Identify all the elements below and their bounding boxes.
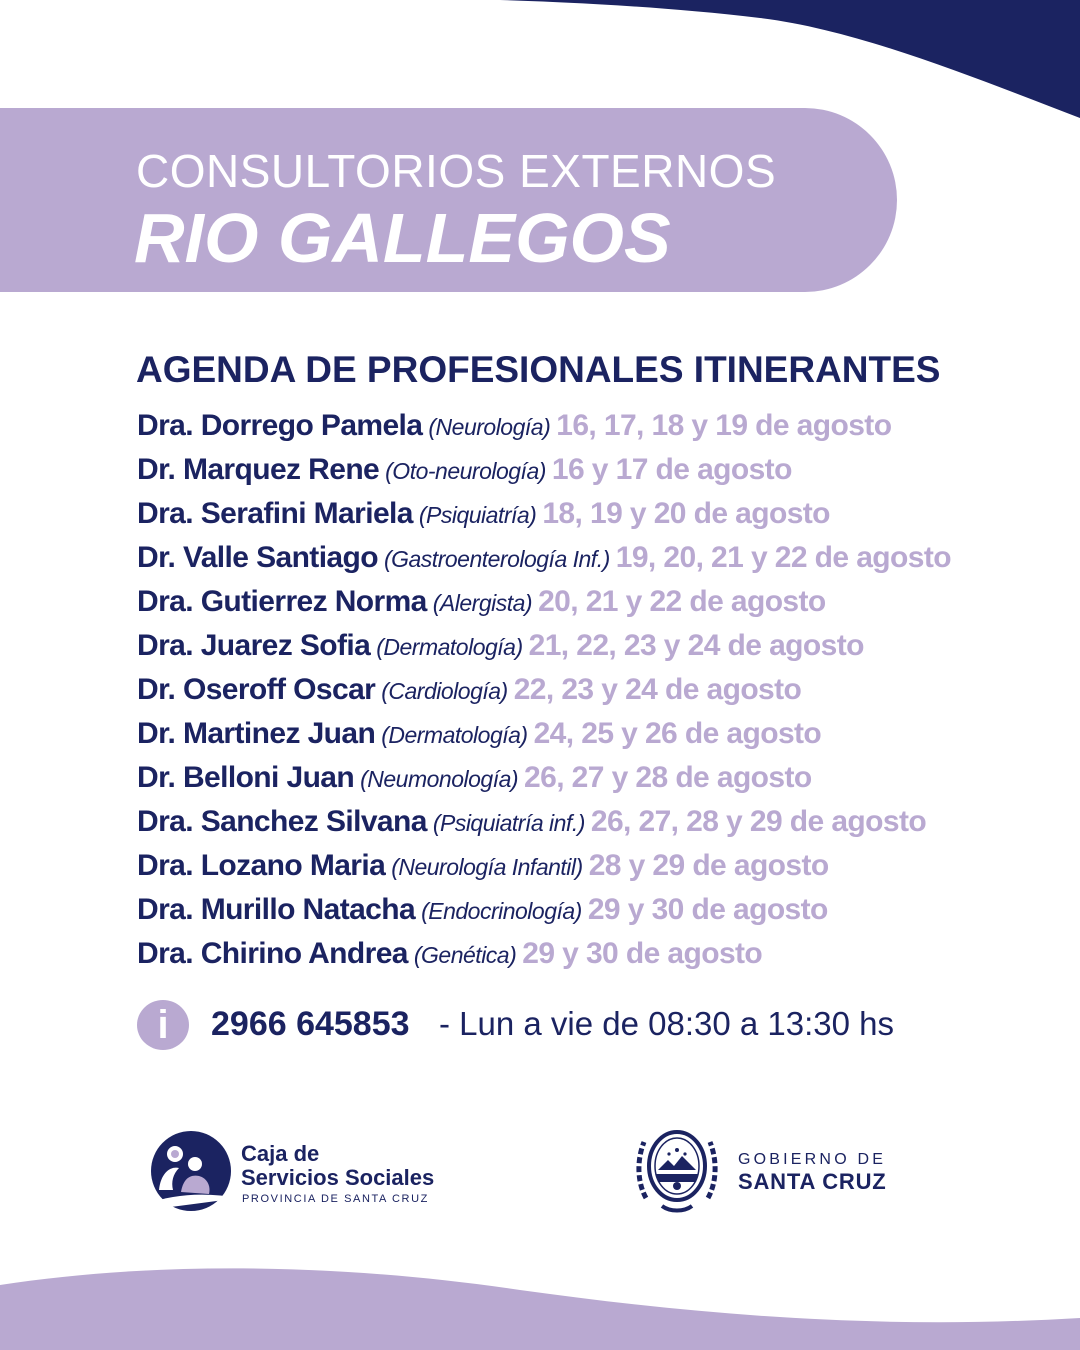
professional-specialty: (Dermatología) — [381, 722, 528, 748]
professional-specialty: (Endocrinología) — [421, 898, 582, 924]
professional-name: Dr. Valle Santiago — [137, 541, 378, 574]
list-item — [137, 404, 1067, 448]
professional-specialty: (Oto-neurología) — [385, 458, 546, 484]
professional-dates: 21, 22, 23 y 24 de agosto — [528, 629, 864, 662]
professional-name: Dr. Oseroff Oscar — [137, 673, 376, 706]
list-item — [137, 932, 1067, 976]
professional-name: Dra. Dorrego Pamela — [137, 409, 423, 442]
list-item — [137, 712, 1067, 756]
professional-dates: 28 y 29 de agosto — [588, 849, 829, 882]
professional-name: Dra. Gutierrez Norma — [137, 585, 427, 618]
professional-name: Dr. Belloni Juan — [137, 761, 355, 794]
caja-title-line1: Caja de — [241, 1141, 320, 1166]
professional-specialty: (Neurología Infantil) — [391, 854, 583, 880]
list-item — [137, 492, 1067, 536]
professional-name: Dra. Serafini Mariela — [137, 497, 413, 530]
provincial-seal-icon — [636, 1120, 718, 1218]
professional-specialty: (Cardiología) — [381, 678, 508, 704]
professional-dates: 29 y 30 de agosto — [522, 937, 763, 970]
list-item — [137, 756, 1067, 800]
list-item — [137, 580, 1067, 624]
professionals-list — [137, 404, 1067, 976]
header-title: CONSULTORIOS EXTERNOS — [136, 145, 777, 197]
agenda-title: AGENDA DE PROFESIONALES ITINERANTES — [136, 349, 941, 390]
professional-dates: 26, 27 y 28 de agosto — [524, 761, 812, 794]
professional-dates: 29 y 30 de agosto — [587, 893, 828, 926]
top-wave-shape — [500, 0, 1080, 118]
family-icon — [145, 1128, 241, 1214]
professional-specialty: (Neumonología) — [360, 766, 519, 792]
professional-dates: 19, 20, 21 y 22 de agosto — [615, 541, 951, 574]
professional-dates: 16, 17, 18 y 19 de agosto — [556, 409, 892, 442]
gobierno-title-line2: SANTA CRUZ — [738, 1169, 887, 1194]
office-hours: - Lun a vie de 08:30 a 13:30 hs — [439, 1005, 895, 1042]
caja-servicios-sociales-logo — [145, 1128, 475, 1214]
gobierno-title-line1: GOBIERNO DE — [738, 1151, 887, 1168]
list-item — [137, 624, 1067, 668]
professional-dates: 26, 27, 28 y 29 de agosto — [590, 805, 927, 838]
professional-dates: 16 y 17 de agosto — [551, 453, 792, 486]
professional-specialty: (Psiquiatría) — [418, 502, 537, 528]
info-icon: i — [137, 1000, 189, 1050]
header-city: RIO GALLEGOS — [134, 199, 671, 277]
professional-dates: 22, 23 y 24 de agosto — [513, 673, 802, 706]
gobierno-santa-cruz-logo — [636, 1120, 936, 1220]
professional-specialty: (Gastroenterología Inf.) — [383, 546, 610, 572]
list-item — [137, 668, 1067, 712]
professional-specialty: (Genética) — [413, 942, 517, 968]
professional-name: Dr. Martinez Juan — [137, 717, 376, 750]
professional-dates: 18, 19 y 20 de agosto — [542, 497, 830, 530]
list-item — [137, 536, 1067, 580]
professional-name: Dra. Juarez Sofia — [137, 629, 371, 662]
caja-subtitle: PROVINCIA DE SANTA CRUZ — [242, 1193, 429, 1205]
contact-info — [137, 998, 1037, 1050]
list-item — [137, 888, 1067, 932]
caja-title-line2: Servicios Sociales — [241, 1165, 435, 1190]
bottom-wave-shape — [0, 1268, 1080, 1350]
professional-specialty: (Psiquiatría inf.) — [432, 810, 585, 836]
professional-name: Dra. Murillo Natacha — [137, 893, 416, 926]
phone-number: 2966 645853 — [211, 1005, 410, 1043]
professional-name: Dra. Chirino Andrea — [137, 937, 408, 970]
professional-name: Dra. Lozano Maria — [137, 849, 386, 882]
professional-name: Dra. Sanchez Silvana — [137, 805, 427, 838]
list-item — [137, 448, 1067, 492]
professional-specialty: (Dermatología) — [376, 634, 523, 660]
list-item — [137, 800, 1067, 844]
professional-specialty: (Alergista) — [432, 590, 533, 616]
professional-name: Dr. Marquez Rene — [137, 453, 380, 486]
list-item — [137, 844, 1067, 888]
professional-specialty: (Neurología) — [428, 414, 551, 440]
professional-dates: 20, 21 y 22 de agosto — [538, 585, 826, 618]
professional-dates: 24, 25 y 26 de agosto — [533, 717, 822, 750]
